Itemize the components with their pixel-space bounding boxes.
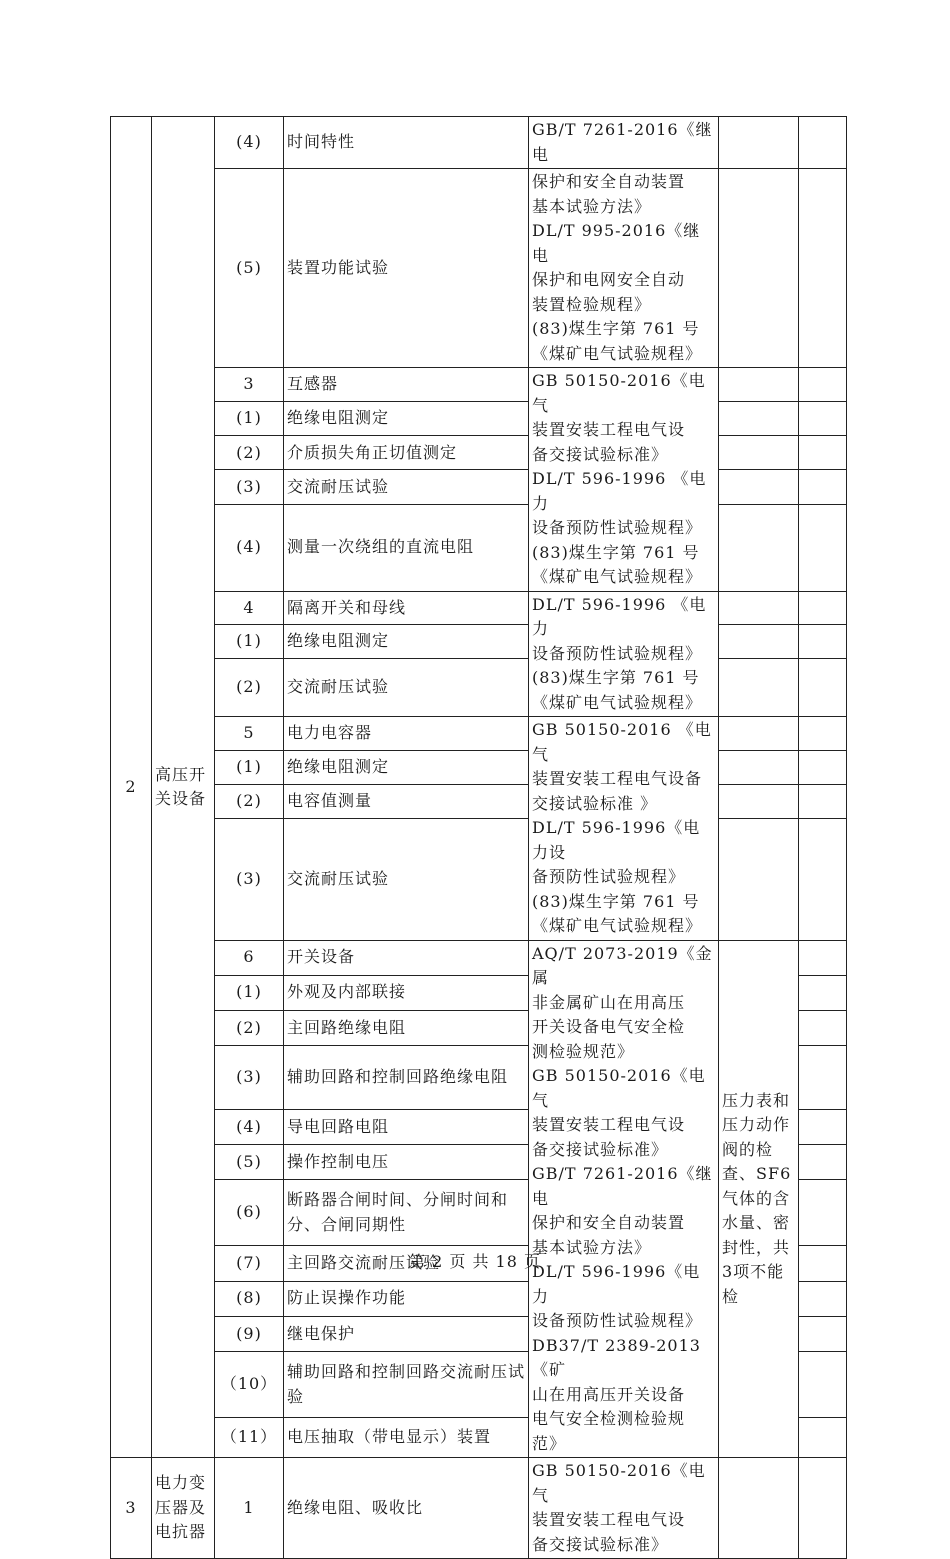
test-item: 绝缘电阻测定 [284,402,529,436]
extra-cell [799,1351,847,1417]
extra-cell [799,785,847,819]
remark-cell [719,436,799,470]
sub-number: (1) [215,402,284,436]
test-item: 辅助回路和控制回路交流耐压试验 [284,1351,529,1417]
sub-number: 1 [215,1458,284,1559]
sub-number: 4 [215,591,284,625]
sub-number: (4) [215,1109,284,1144]
remark-cell [719,1458,799,1559]
extra-cell [799,1180,847,1246]
extra-cell [799,751,847,785]
test-item: 绝缘电阻测定 [284,751,529,785]
sub-number: (5) [215,169,284,368]
extra-cell [799,117,847,169]
remark-cell [719,504,799,591]
test-item: 外观及内部联接 [284,975,529,1010]
group-number: 3 [111,1458,152,1559]
remark-cell [719,169,799,368]
extra-cell [799,717,847,751]
test-item: 绝缘电阻测定 [284,625,529,659]
remark-cell: 压力表和压力动作阀的检查、SF6气体的含水量、密封性，共3项不能检 [719,940,799,1458]
test-item: 开关设备 [284,940,529,975]
extra-cell [799,1010,847,1045]
sub-number: 5 [215,717,284,751]
extra-cell [799,591,847,625]
table-row [111,717,847,751]
remark-cell [719,117,799,169]
test-item: 电力电容器 [284,717,529,751]
remark-cell [719,751,799,785]
standard-cell: GB 50150-2016 《电气 装置安装工程电气设备 交接试验标准 》 DL/T 596-1996《电力设 备预防性试验规程》 (83)煤生字第 761 号 《煤矿电气试验规程》 [529,717,719,941]
test-item: 导电回路电阻 [284,1109,529,1144]
extra-cell [799,625,847,659]
extra-cell [799,1458,847,1559]
sub-number: (2) [215,436,284,470]
sub-number: (6) [215,1180,284,1246]
standard-cell: GB 50150-2016《电气 装置安装工程电气设 备交接试验标准》 DL/T 596-1996 《电力 设备预防性试验规程》 (83)煤生字第 761 号 《煤矿电气试验规程》 [529,368,719,592]
group-category: 电力变压器及电抗器 [152,1458,215,1559]
extra-cell [799,470,847,504]
test-item: 辅助回路和控制回路绝缘电阻 [284,1045,529,1109]
test-item: 介质损失角正切值测定 [284,436,529,470]
inspection-scope-table [110,116,847,1559]
remark-cell [719,402,799,436]
table-row [111,504,847,591]
sub-number: (7) [215,1246,284,1281]
sub-number: (9) [215,1316,284,1351]
test-item: 隔离开关和母线 [284,591,529,625]
table-row [111,402,847,436]
standard-cell: DL/T 596-1996 《电力 设备预防性试验规程》 (83)煤生字第 761 号 《煤矿电气试验规程》 [529,591,719,717]
sub-number: 6 [215,940,284,975]
test-item: 交流耐压试验 [284,819,529,940]
test-item: 防止误操作功能 [284,1281,529,1316]
extra-cell [799,940,847,975]
table-row [111,169,847,368]
table-row [111,819,847,940]
test-item: 电压抽取（带电显示）装置 [284,1418,529,1458]
sub-number: (3) [215,1045,284,1109]
remark-cell [719,658,799,717]
sub-number: (2) [215,785,284,819]
table-row [111,117,847,169]
extra-cell [799,169,847,368]
sub-number: （10） [215,1351,284,1417]
sub-number: (4) [215,117,284,169]
test-item: 测量一次绕组的直流电阻 [284,504,529,591]
test-item: 绝缘电阻、吸收比 [284,1458,529,1559]
sub-number: 3 [215,368,284,402]
test-item: 主回路绝缘电阻 [284,1010,529,1045]
sub-number: (5) [215,1144,284,1179]
extra-cell [799,402,847,436]
group-number: 2 [111,117,152,1458]
remark-cell [719,368,799,402]
table-row [111,470,847,504]
standard-cell: 保护和安全自动装置 基本试验方法》 DL/T 995-2016《继电 保护和电网安全自动 装置检验规程》 (83)煤生字第 761 号 《煤矿电气试验规程》 [529,169,719,368]
table-row [111,436,847,470]
extra-cell [799,658,847,717]
extra-cell [799,368,847,402]
test-item: 交流耐压试验 [284,658,529,717]
extra-cell [799,1281,847,1316]
extra-cell [799,975,847,1010]
standard-cell: AQ/T 2073-2019《金属 非金属矿山在用高压 开关设备电气安全检 测检验规范》 GB 50150-2016《电气 装置安装工程电气设 备交接试验标准》 GB/T 7261-2016《继电 保护和安全自动装置 基本试验方法》 DL/T 596-1996《电力 设备预防性试验规程》 DB37/T 2389-2013《矿 山在用高压开关设备 电气安全检测检验规 范》 [529,940,719,1458]
table-row [111,658,847,717]
remark-cell [719,785,799,819]
sub-number: (2) [215,1010,284,1045]
sub-number: (1) [215,975,284,1010]
remark-cell [719,625,799,659]
extra-cell [799,1144,847,1179]
table-row [111,1458,847,1559]
test-item: 时间特性 [284,117,529,169]
extra-cell [799,1045,847,1109]
sub-number: (4) [215,504,284,591]
table-row [111,591,847,625]
table-row [111,751,847,785]
test-item: 电容值测量 [284,785,529,819]
test-item: 继电保护 [284,1316,529,1351]
sub-number: (3) [215,470,284,504]
remark-cell [719,717,799,751]
test-item: 互感器 [284,368,529,402]
standard-cell: GB/T 7261-2016《继电 [529,117,719,169]
extra-cell [799,1316,847,1351]
test-item: 断路器合闸时间、分闸时间和分、合闸同期性 [284,1180,529,1246]
table-row [111,785,847,819]
sub-number: （11） [215,1418,284,1458]
extra-cell [799,504,847,591]
extra-cell [799,1418,847,1458]
sub-number: (2) [215,658,284,717]
sub-number: (1) [215,625,284,659]
page-footer: 第 2 页 共 18 页 [409,1252,541,1271]
table-row [111,368,847,402]
table-row [111,625,847,659]
test-item: 装置功能试验 [284,169,529,368]
sub-number: (8) [215,1281,284,1316]
sub-number: (1) [215,751,284,785]
remark-cell [719,470,799,504]
standard-cell: GB 50150-2016《电气 装置安装工程电气设 备交接试验标准》 [529,1458,719,1559]
remark-cell [719,591,799,625]
test-item: 操作控制电压 [284,1144,529,1179]
remark-cell [719,819,799,940]
extra-cell [799,436,847,470]
group-category: 高压开关设备 [152,117,215,1458]
sub-number: (3) [215,819,284,940]
test-item: 交流耐压试验 [284,470,529,504]
test-item: 主回路交流耐压试验 [284,1246,529,1281]
extra-cell [799,819,847,940]
extra-cell [799,1109,847,1144]
table-row [111,940,847,975]
